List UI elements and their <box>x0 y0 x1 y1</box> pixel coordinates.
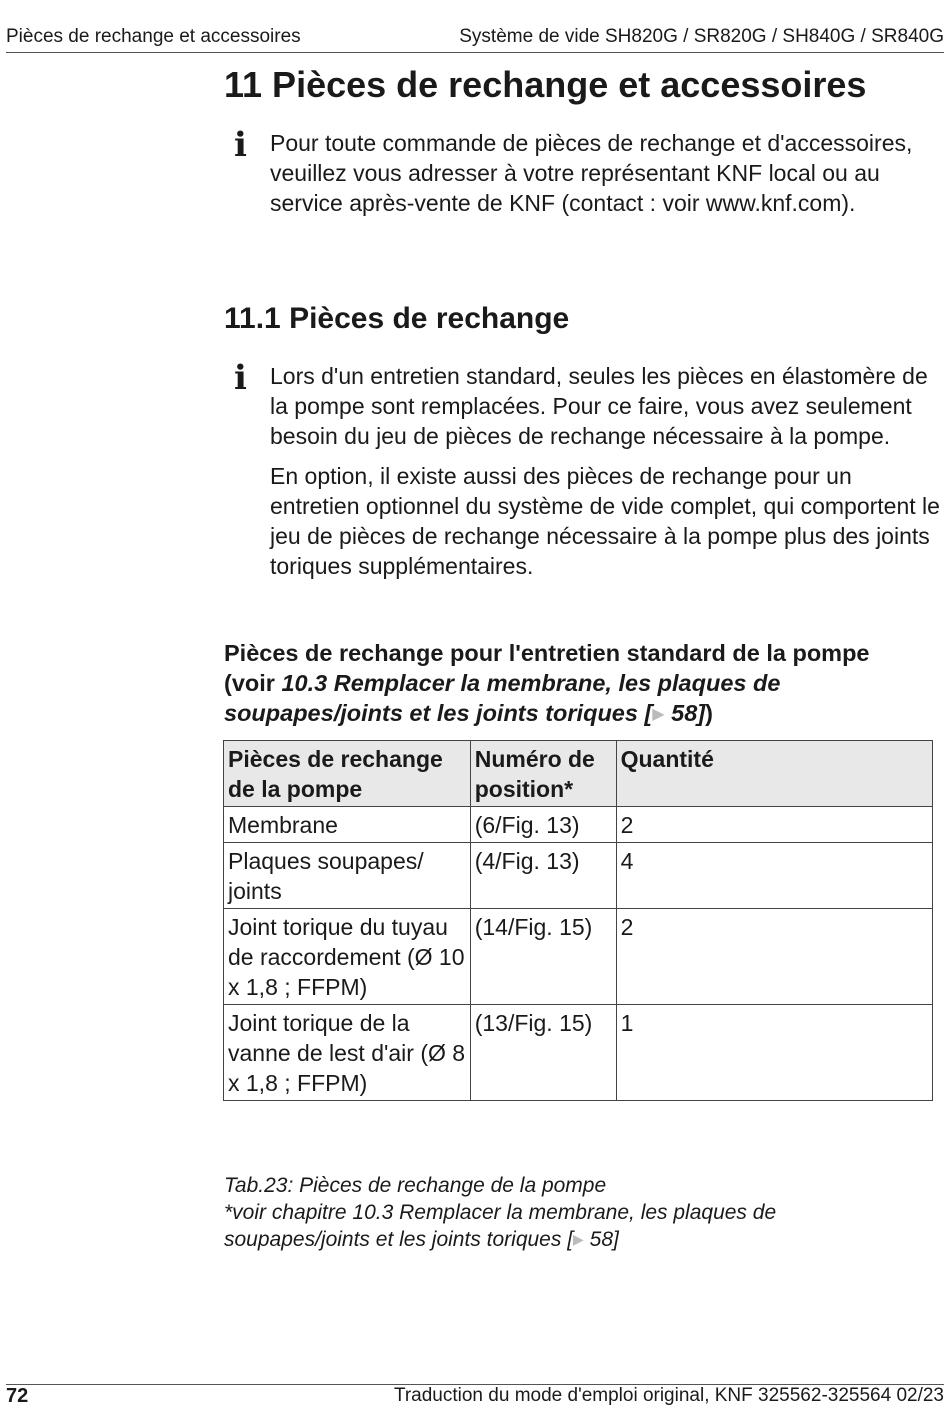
subsection-title: 11.1 Pièces de rechange <box>224 302 570 335</box>
table-cell: (6/Fig. 13) <box>470 807 616 843</box>
table-cell: 2 <box>616 807 932 843</box>
table-caption-page: 58] <box>583 1228 619 1251</box>
section-note-text: Pour toute commande de pièces de rechange et d'accessoires, veuillez vous adresser à votre représentant KNF local ou au service après-vente de KNF (contact : voir www.knf.com). <box>270 130 913 216</box>
table-heading-ref-text: 10.3 Remplacer la membrane, les plaques de soupapes/joints et les joints toriques [ <box>224 670 781 726</box>
table-cell: 1 <box>616 1005 932 1101</box>
section-note <box>270 128 940 218</box>
table-heading <box>224 638 944 730</box>
table-row <box>224 1005 933 1101</box>
table-header-cell: Quantité <box>616 741 932 807</box>
table-cell: 4 <box>616 843 932 909</box>
table-heading-open: (voir <box>224 670 282 696</box>
section-title: 11 Pièces de rechange et accessoires <box>224 64 867 105</box>
table-cell: 2 <box>616 909 932 1005</box>
table-caption <box>224 1172 924 1253</box>
info-icon: i <box>234 125 247 165</box>
table-cell: Membrane <box>224 807 471 843</box>
table-cell: Plaques soupapes/ joints <box>224 843 471 909</box>
table-caption-title: Tab.23: Pièces de rechange de la pompe <box>224 1174 607 1197</box>
table-cell: (14/Fig. 15) <box>470 909 616 1005</box>
table-caption-note: *voir chapitre 10.3 Remplacer la membrane, les plaques de soupapes/joints et les joints toriques [ <box>224 1201 777 1251</box>
footer-text: Traduction du mode d'emploi original, KNF 325562-325564 02/23 <box>393 1385 944 1406</box>
table-heading-line1: Pièces de rechange pour l'entretien standard de la pompe <box>224 640 870 666</box>
table-cell: Joint torique du tuyau de raccordement (Ø 10 x 1,8 ; FFPM) <box>224 909 471 1005</box>
table-row <box>224 909 933 1005</box>
header-product-name: Système de vide SH820G / SR820G / SH840G / SR840G <box>459 26 944 47</box>
spare-parts-table <box>223 740 933 1101</box>
page-footer <box>6 1384 944 1407</box>
page-arrow-icon: ▶ <box>573 1231 584 1247</box>
page-number: 72 <box>6 1385 29 1407</box>
table-heading-close: ) <box>705 700 713 726</box>
page-header <box>6 26 944 53</box>
table-header-row <box>224 741 933 807</box>
subsection-note-paragraph-2: En option, il existe aussi des pièces de rechange pour un entretien optionnel du système de vide complet, qui comportent le jeu de pièces de rechange nécessaire à la pompe plus des joints toriques supplémentaires. <box>270 463 940 579</box>
table-cell: (13/Fig. 15) <box>470 1005 616 1101</box>
subsection-note <box>270 361 940 581</box>
table-heading-reference <box>224 670 780 726</box>
header-section-name: Pièces de rechange et accessoires <box>6 26 301 47</box>
table-heading-page: 58] <box>664 700 706 726</box>
table-header-cell: Pièces de rechange de la pompe <box>224 741 471 807</box>
table-row <box>224 807 933 843</box>
subsection-note-paragraph-1: Lors d'un entretien standard, seules les pièces en élastomère de la pompe sont remplacées. Pour ce faire, vous avez seulement besoin du jeu de pièces de rechange nécessaire à la pompe. <box>270 363 928 449</box>
table-row <box>224 843 933 909</box>
table-cell: Joint torique de la vanne de lest d'air (Ø 8 x 1,8 ; FFPM) <box>224 1005 471 1101</box>
page-arrow-icon: ▶ <box>652 706 665 723</box>
table-header-cell: Numéro de position* <box>470 741 616 807</box>
info-icon: i <box>234 358 247 398</box>
table-cell: (4/Fig. 13) <box>470 843 616 909</box>
